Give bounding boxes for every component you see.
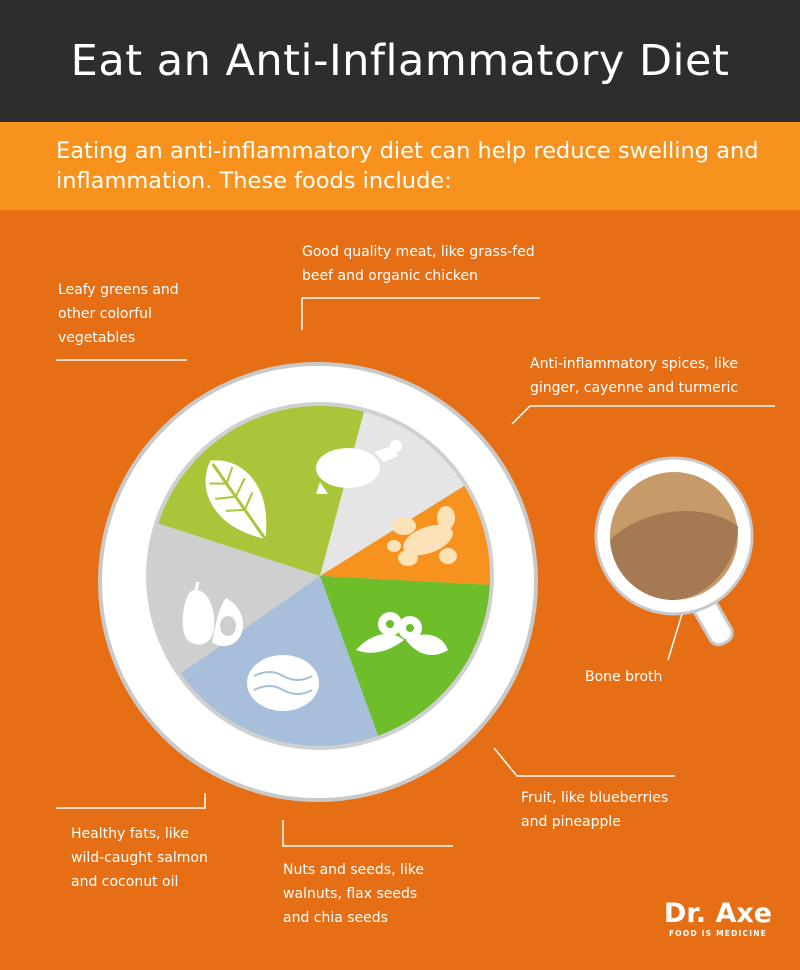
page-title: Eat an Anti-Inflammatory Diet bbox=[70, 36, 730, 86]
label-spices: Anti-inflammatory spices, like ginger, cayenne and turmeric bbox=[530, 356, 739, 396]
leader-fats bbox=[56, 793, 205, 808]
label-nuts-seeds: Nuts and seeds, like walnuts, flax seeds and chia seeds bbox=[283, 862, 424, 926]
label-leafy-greens: Leafy greens and other colorful vegetables bbox=[58, 282, 179, 346]
leader-nuts bbox=[283, 820, 453, 846]
leader-spices bbox=[512, 406, 775, 424]
brand-tagline: FOOD IS MEDICINE bbox=[668, 929, 767, 938]
label-bone-broth: Bone broth bbox=[585, 669, 663, 685]
label-healthy-fats: Healthy fats, like wild-caught salmon and coconut oil bbox=[71, 826, 208, 890]
brand-logo bbox=[663, 899, 773, 939]
leader-fruit bbox=[494, 748, 675, 776]
intro-text: Eating an anti-inflammatory diet can help reduce swelling and inflammation. These foods include: bbox=[56, 138, 759, 194]
plate-segments bbox=[150, 406, 490, 746]
brand-name: Dr. Axe bbox=[663, 898, 773, 929]
walnut-icon bbox=[247, 655, 319, 711]
label-meat: Good quality meat, like grass-fed beef and organic chicken bbox=[302, 244, 535, 284]
leader-meat bbox=[302, 298, 540, 330]
label-fruit: Fruit, like blueberries and pineapple bbox=[521, 790, 669, 830]
mug-icon bbox=[596, 458, 752, 648]
